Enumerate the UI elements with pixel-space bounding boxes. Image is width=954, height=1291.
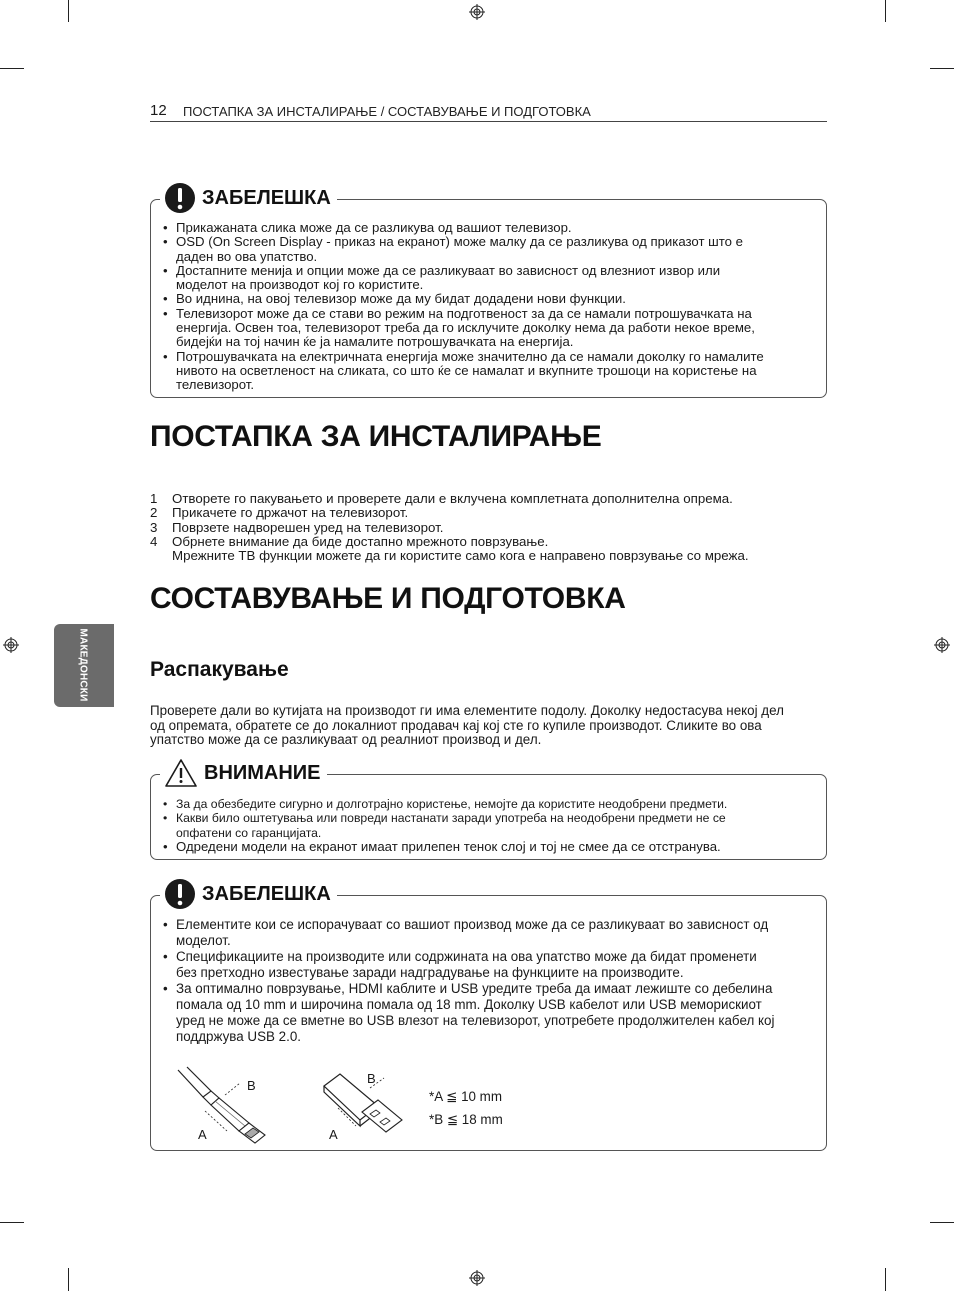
list-item-line: помала од 10 mm и широчина помала од 18 mm. Доколку USB кабелот или USB меморискиот <box>176 997 762 1012</box>
crop-mark <box>68 0 69 22</box>
registration-mark-icon <box>469 4 485 20</box>
list-item <box>163 811 818 840</box>
list-item-line: • Потрошувачката на електричната енергија може значително да се намали доколку го намалите <box>176 348 764 364</box>
list-item <box>163 292 818 306</box>
list-item-line: уред не може да се вметне во USB влезот на телевизорот, употребете продолжителен кабел кој <box>176 1013 775 1028</box>
unpacking-heading: Распакување <box>150 658 289 681</box>
list-item <box>163 307 818 350</box>
install-heading: ПОСТАПКА ЗА ИНСТАЛИРАЊЕ <box>150 420 602 453</box>
step-number: 4 <box>150 533 158 549</box>
registration-mark-icon <box>469 1270 485 1286</box>
list-item-line: • Одредени модели на екранот имаат прилепен тенок слој и тој не смее да се отстранува. <box>176 838 721 854</box>
step-text: Отворете го пакувањето и проверете дали е вклучена комплетната дополнителна опрема. <box>172 491 733 506</box>
spec-width: *B ≦ 18 mm <box>429 1112 503 1127</box>
list-item <box>163 797 818 811</box>
list-item-line: • Прикажаната слика може да се разликува од вашиот телевизор. <box>176 220 572 235</box>
step-number: 2 <box>150 505 158 521</box>
hdmi-label-a: A <box>198 1127 207 1142</box>
list-item <box>163 840 818 854</box>
language-tab-label: МАКЕДОНСКИ <box>77 628 89 702</box>
install-steps <box>150 492 820 549</box>
note-title-text: ЗАБЕЛЕШКА <box>202 882 331 905</box>
assembly-heading: СОСТАВУВАЊЕ И ПОДГОТОВКА <box>150 582 626 615</box>
exclamation-icon <box>164 182 196 214</box>
list-item-line: нивото на осветленост на сликата, со што ќе се намалат и вкупните трошоци на користење на <box>176 362 757 378</box>
list-item-line: енергија. Освен тоа, телевизорот треба да го исклучите доколку нема да работи некое време, <box>176 320 755 336</box>
paragraph-line: од опремата, обратете се до локалниот продавач кај кој сте го купиле производот. Сликите во ова <box>150 717 762 733</box>
warning-triangle-icon <box>164 758 198 788</box>
list-item-line: • Во иднина, на овој телевизор може да му бидат додадени нови функции. <box>176 291 626 307</box>
caution-title-text: ВНИМАНИЕ <box>204 761 321 784</box>
install-step <box>150 521 820 535</box>
list-item-line: даден во ова упатство. <box>176 248 318 264</box>
usb-label-b: B <box>367 1071 376 1086</box>
step-text: Обрнете внимание да биде достапно мрежното поврзување. <box>172 533 549 549</box>
hdmi-label-b: B <box>247 1078 256 1093</box>
caution-box-title <box>160 753 327 793</box>
registration-mark-icon <box>3 637 19 653</box>
install-step <box>150 492 820 506</box>
list-item-line: поддржува USB 2.0. <box>176 1029 302 1044</box>
list-item-line: бидејќи на тој начин ќе ја намалите потрошувачката на енергија. <box>176 334 574 350</box>
running-title: ПОСТАПКА ЗА ИНСТАЛИРАЊЕ / СОСТАВУВАЊЕ И ПОДГОТОВКА <box>183 104 591 119</box>
step-number: 1 <box>150 491 158 506</box>
note-box-title <box>160 178 337 218</box>
list-item-line: телевизорот. <box>176 377 255 393</box>
note-list <box>163 221 818 393</box>
step-text: Прикачете го држачот на телевизорот. <box>172 505 409 521</box>
list-item-line: • Достапните менија и опции може да се разликуваат во зависност од влезниот извор или <box>176 262 721 278</box>
list-item-line: моделот на производот кој го користите. <box>176 277 424 293</box>
list-item <box>163 235 818 264</box>
step-number: 3 <box>150 519 158 535</box>
list-item-line: • За оптимално поврзување, HDMI каблите и USB уредите треба да имаат лежиште со дебелина <box>176 981 773 996</box>
hdmi-connector-illustration <box>175 1065 285 1145</box>
note-title-text: ЗАБЕЛЕШКА <box>202 186 331 209</box>
list-item <box>163 221 818 235</box>
crop-mark <box>68 1268 69 1291</box>
list-item <box>163 981 818 1045</box>
crop-mark <box>0 1222 24 1223</box>
list-item <box>163 350 818 393</box>
note-list <box>163 917 818 1045</box>
crop-mark <box>930 68 954 69</box>
caution-list <box>163 797 818 854</box>
list-item <box>163 264 818 293</box>
crop-mark <box>885 1268 886 1291</box>
paragraph-line: упатство може да се разликуваат од реалниот производ и дел. <box>150 732 542 748</box>
unpacking-text <box>150 704 830 748</box>
header-divider <box>150 121 827 122</box>
crop-mark <box>930 1222 954 1223</box>
list-item-line: опфатени со гаранцијата. <box>176 825 322 840</box>
list-item-line: моделот. <box>176 933 231 948</box>
install-step <box>150 506 820 520</box>
spec-thickness: *A ≦ 10 mm <box>429 1089 502 1104</box>
list-item <box>163 917 818 949</box>
registration-mark-icon <box>934 637 950 653</box>
crop-mark <box>885 0 886 22</box>
step-text: Поврзете надворешен уред на телевизорот. <box>172 519 444 535</box>
list-item-line: • Телевизорот може да се стави во режим на подготвеност за да се намали потрошувачката на <box>176 305 752 321</box>
list-item-line: • Спецификациите на производите или содржината на ова упатство може да бидат променети <box>176 949 757 964</box>
page-number: 12 <box>150 102 167 119</box>
list-item-line: • OSD (On Screen Display - приказ на екранот) може малку да се разликува од приказот што е <box>176 234 743 250</box>
list-item-line: • Елементите кои се испорачуваат со вашиот производ може да се разликуваат во зависност од <box>176 917 769 932</box>
usb-label-a: A <box>329 1127 338 1142</box>
list-item <box>163 949 818 981</box>
paragraph-line: Проверете дали во кутијата на производот ги има елементите подолу. Доколку недостасува некој дел <box>150 703 784 718</box>
list-item-line: без претходно известување заради надградување на функциите на производите. <box>176 965 684 980</box>
exclamation-icon <box>164 878 196 910</box>
list-item-line: • Какви било оштетувања или повреди настанати заради употреба на неодобрени предмети не се <box>176 811 726 826</box>
install-step-note: Мрежните ТВ функции можете да ги користите само кога е направено поврзување со мрежа. <box>172 548 749 563</box>
list-item-line: • За да обезбедите сигурно и долготрајно користење, немојте да користите неодобрени предмети. <box>176 797 728 811</box>
note-box-title <box>160 874 337 914</box>
crop-mark <box>0 68 24 69</box>
